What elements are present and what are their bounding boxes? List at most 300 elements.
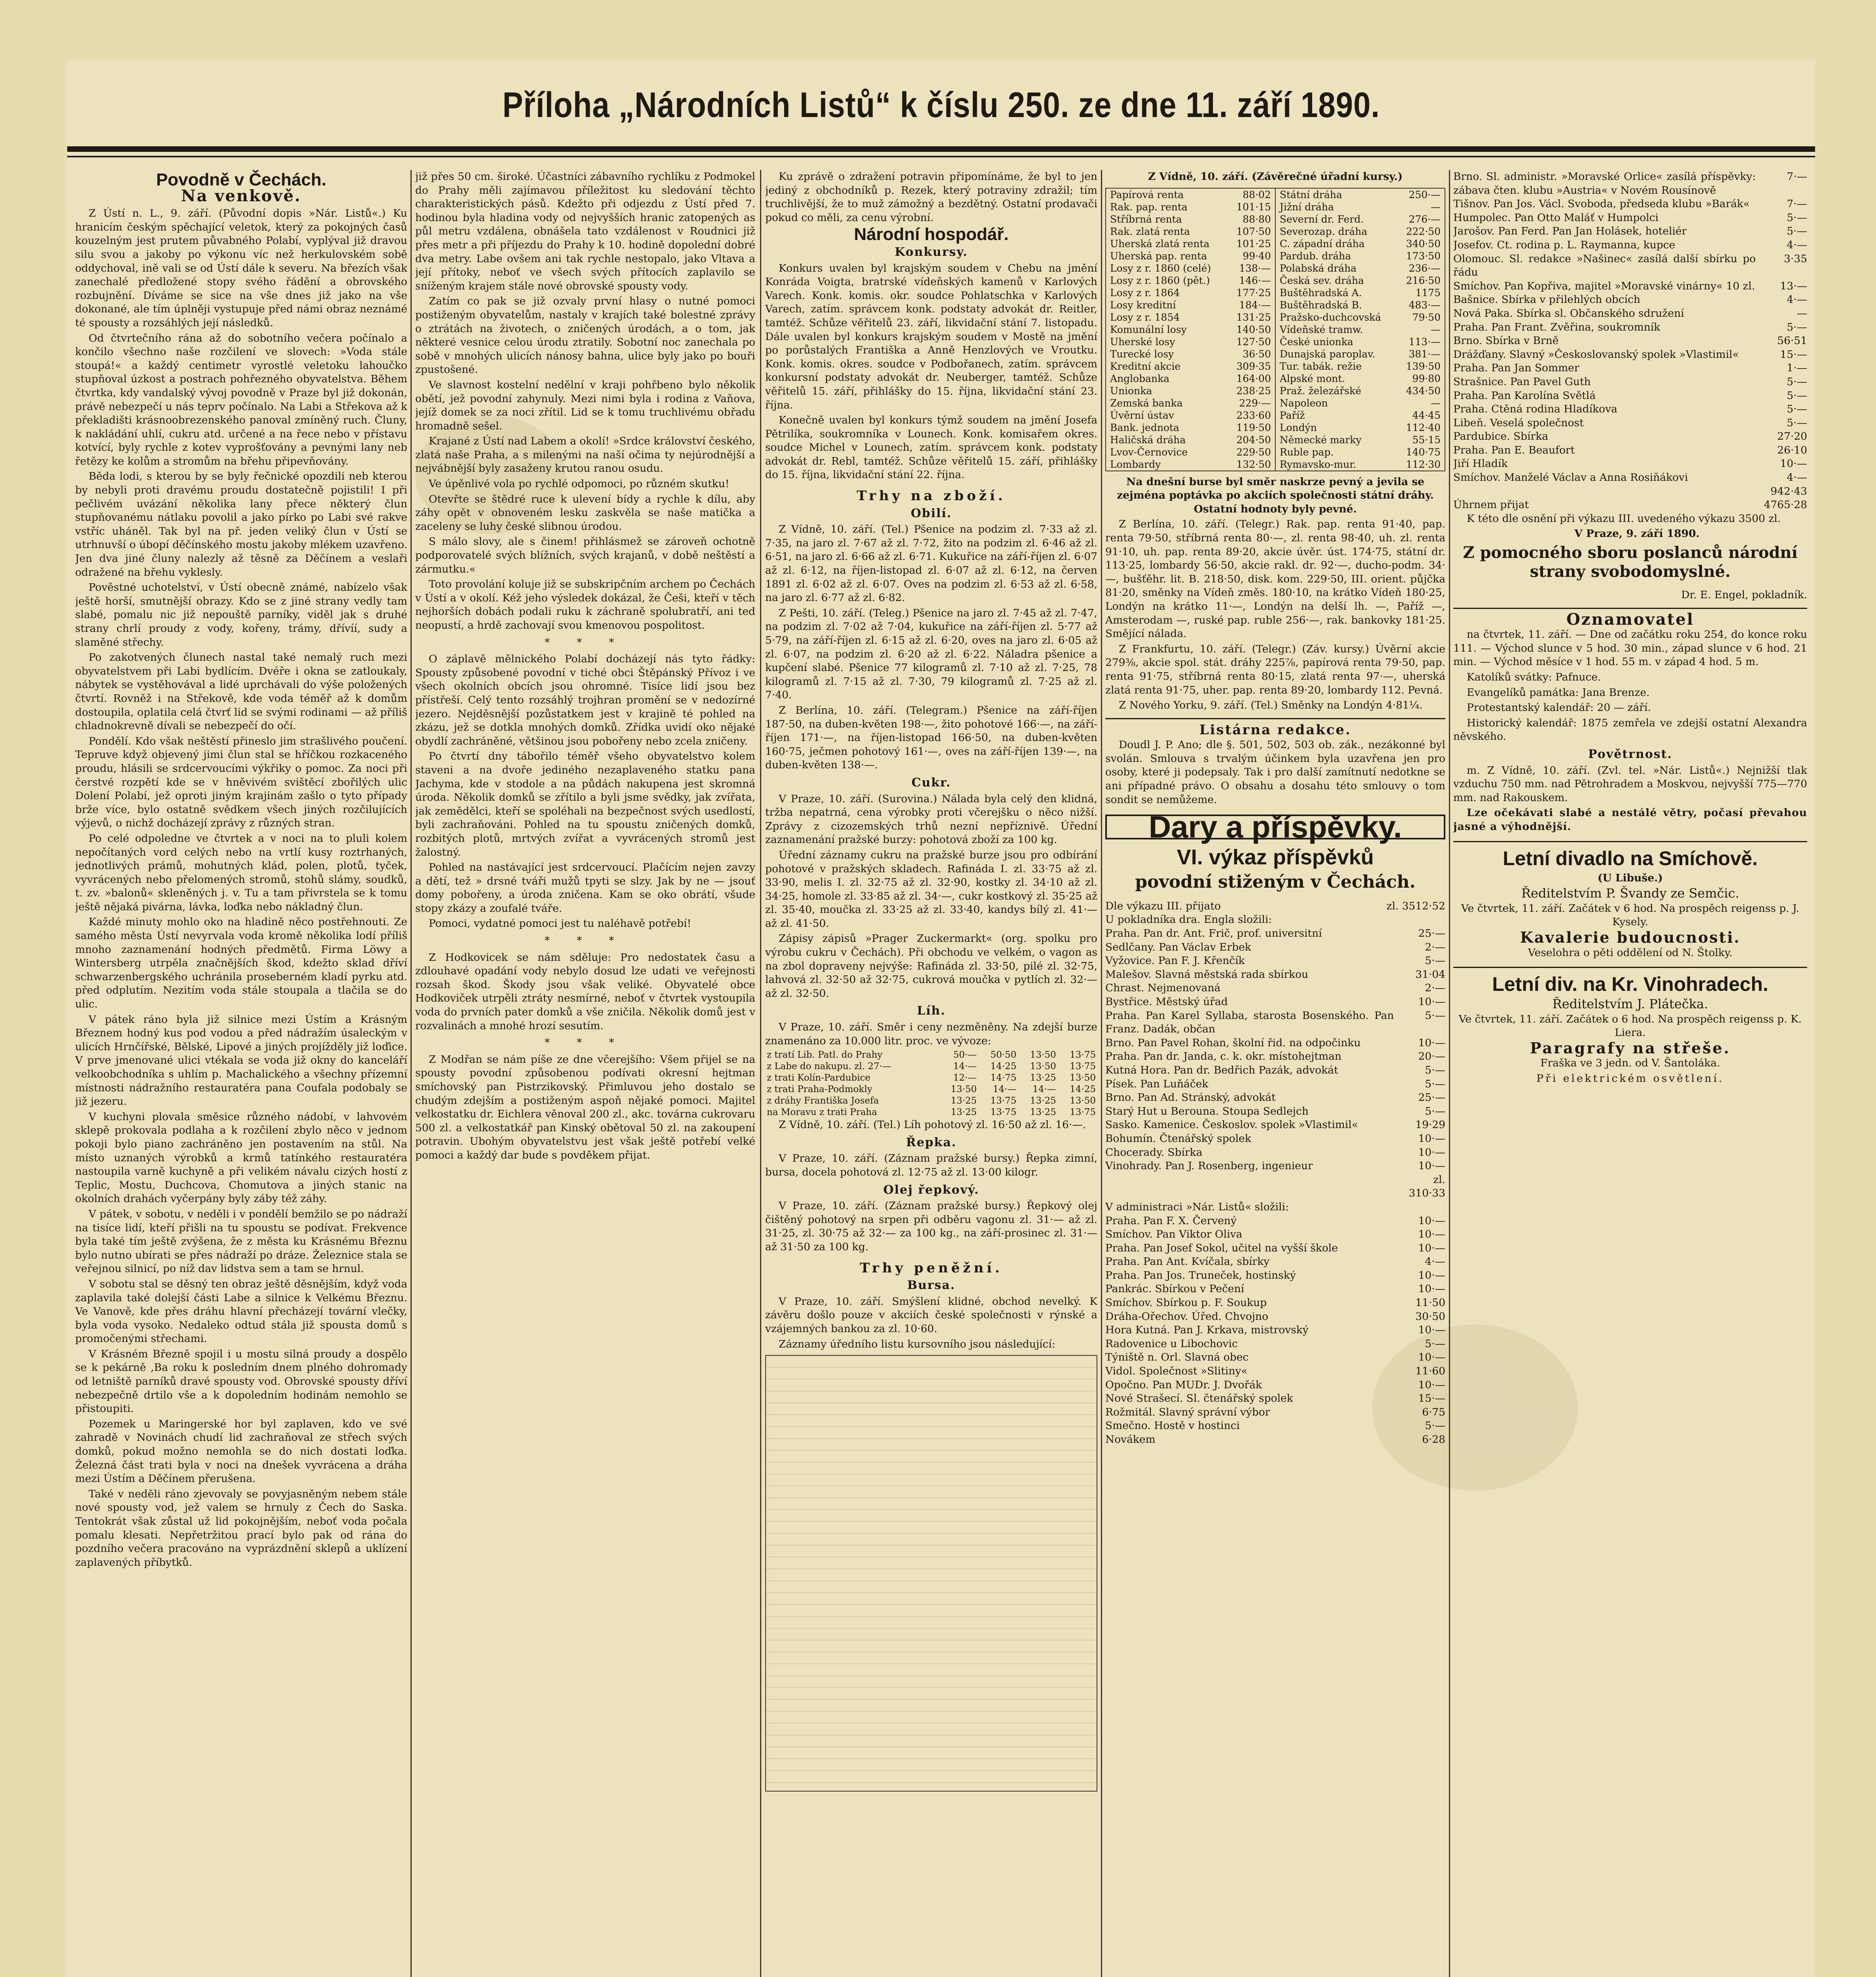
donor-name: Josefov. Ct. rodina p. L. Raymanna, kupce <box>1453 238 1676 251</box>
table-value: 434·50 <box>1406 385 1441 397</box>
donor-amount: 10·— <box>1418 1214 1445 1227</box>
donor-row <box>1105 1146 1445 1160</box>
donor-row <box>1105 1296 1445 1310</box>
donor-row <box>1105 941 1445 954</box>
article-paragraph: Po čtvrtí dny tábořilo téměř všeho obyvatelstvo kolem staveni a na dvoře jediného nezaplaveného statku pana Jachyma, kde v stodole a na půdách nakupena jest skromná úroda. Několik domků se zřítilo a byli jsme svědky, jak zvířata, jak zemědělci, kteří se spoléhali na bezpečnost svých usedlostí, byli zachraňováni. Pohled na tu spoustu zničených domků, rozbitých plotů, mrtvých zvířat a vyvrácených stromů jest žalostný. <box>415 750 755 858</box>
table-label: Buštěhradská A. <box>1280 287 1362 299</box>
donor-amount: 7·— <box>1787 170 1807 183</box>
cukr-heading: Cukr. <box>912 775 951 790</box>
donor-row <box>1105 1269 1445 1283</box>
donor-name: Praha. Pan Jos. Truneček, hostinský <box>1105 1269 1296 1281</box>
article-paragraph: Od čtvrtečního rána až do sobotního večera počínalo a končilo všechno naše rozčilení ve slovech: »Voda stále stoupá!« a každý centimetr vyrostlé veletoku lahoučko stupňoval úzkost a postrach pohřezného obyvatelstva. Během čtvrtka, kdy vandalský vývoj povodně v Praze byl již dokonán, právě nebezpečí u nás teprv počínalo. Na Labi a Střekova až k překladišti krásnoobrezenského panoval zmíněný ruch. Čluny, k nakládání uhlí, cukru atd. určené a na řece nebo v přístavu kotvící, byly rychle z kotev vyprošťovány a pevnými lany neb řetězy ke kolům a stromům na břehu připevňovány. <box>75 332 407 467</box>
table-label: Uherské losy <box>1110 336 1175 348</box>
table-value: 44·45 <box>1412 409 1441 421</box>
quote-row <box>1108 287 1273 299</box>
donor-amount: 27·20 <box>1777 430 1807 443</box>
table-label: Turecké losy <box>1110 348 1174 360</box>
table-label: Polabská dráha <box>1280 262 1357 274</box>
quote-row <box>1108 348 1273 360</box>
table-value: 1175 <box>1415 287 1441 299</box>
quote-row <box>1108 458 1273 471</box>
table-label: Vídeňské tramw. <box>1280 323 1363 335</box>
weather-paragraph: Lze očekávati slabé a nestálé větry, počasí převahou jasné a výhodnější. <box>1453 807 1807 833</box>
table-value: 112·30 <box>1406 458 1441 470</box>
table-label: z Labe do nakupu. zl. 27·— <box>767 1061 892 1072</box>
quote-row <box>1108 385 1273 397</box>
donor-row <box>1105 1351 1445 1365</box>
section-separator: * * * <box>545 1037 626 1049</box>
donor-amount: 2·— <box>1425 982 1445 994</box>
table-label: Unionka <box>1110 385 1152 397</box>
donor-amount <box>1394 1200 1445 1214</box>
total-text: K této dle osnění při výkazu III. uvedeného výkazu 3500 zl. <box>1467 512 1781 525</box>
table-value: 13·75 <box>1070 1050 1096 1060</box>
donor-amount: 5·— <box>1787 416 1807 429</box>
article-paragraph: Běda lodi, s kterou by se byly řečnické opozdili neb kterou by nebyli proti dravému proudu dostatečně pojistili! I při pečlivém uvázání několika lany přece některý člun stupňovanému nátlaku povolil a jako pírko po Labi své rakve vstříc uháněl. Tak byl na př. jeden veliký člun v Ústí se utrhnuvší o úbopí děčínského mostu jakoby mlékem uzavřeno. Jen dva jiné čluny nalezly až těsně za Děčínem a veslaři odražené na břehu vyklesly. <box>75 470 407 578</box>
lih-table <box>765 1049 1097 1118</box>
quote-row <box>1278 274 1442 287</box>
table-label: Haličská dráha <box>1110 434 1186 446</box>
donor-name: Vidol. Společnost »Slitiny« <box>1105 1365 1248 1378</box>
table-value: 88·80 <box>1242 213 1271 225</box>
donor-name: Smíchov. Pan Kopřiva, majitel »Moravské vinárny« 10 zl. <box>1453 280 1755 292</box>
column-divider <box>1101 170 1102 1977</box>
donor-name: Praha. Pan Frant. Zvěřina, soukromník <box>1453 321 1660 333</box>
table-label: Alpské mont. <box>1280 372 1345 384</box>
money-heading: Trhy peněžní. <box>860 1260 1003 1276</box>
article-paragraph: Toto provolání koluje již se subskripčním archem po Čechách v Ústí a v okolí. Kéž jeho výsledek dokázal, že Češi, kteří v těch nejhorších dobách podali ruku k záchraně spolubratří, ani teď neopustí, a hrdě zachovají svou kmenovou pospolitost. <box>415 578 755 631</box>
donor-name: Dle výkazu III. přijato <box>1105 900 1221 912</box>
table-label: Ruble pap. <box>1280 446 1334 458</box>
table-label: Londýn <box>1280 421 1317 433</box>
article-paragraph: Každé minuty mohlo oko na hladině něco postřehnouti. Ze samého města Ústí nevyrvala voda kromě několika lodí příliš mnoho zaznamenání hodných předmětů. Firma Löwy a Wintersberg utrpěla značnějších škod, kdežto sklad dříví schwarzenbergského uchránila proseberném kladí pyrku atd. před odplutím. Nezitím voda stále stoupala a tlačila se do ulic. <box>75 916 407 1011</box>
table-value: 13·25 <box>1030 1073 1056 1083</box>
market-paragraph: Úřední záznamy cukru na pražské burze jsou pro odbírání pohotové v pražských skladech. Rafináda I. zl. 33·75 až zl. 33·90, melis I. zl. 32·75 až zl. 32·90, kostky zl. 34·10 až zl. 34·25, homole zl. 33·85 až zl. 34·—, cukr kostkový zl. 35·25 až zl. 35·40, moučka zl. 33·25 až zl. 33·40, kandys bílý zl. 41·— až zl. 41·50. <box>765 849 1097 930</box>
donor-row <box>1105 927 1445 941</box>
donor-row <box>1105 1050 1445 1064</box>
masthead: Příloha „Národních Listů“ k číslu 250. ze dne 11. září 1890. <box>502 85 1380 125</box>
table-label: Kreditní akcie <box>1110 360 1181 372</box>
table-value: 88·02 <box>1242 189 1271 200</box>
market-paragraph: V Praze, 10. září. (Záznam pražské bursy.) Řepkový olej čištěný pohotový na srpen při odběru vagonu zl. 31·— až zl. 31·25, zl. 30·75 až 32·— za 100 kg., na září-prosinec zl. 31·— až 31·50 za 100 kg. <box>765 1200 1097 1253</box>
table-value: 131·25 <box>1236 311 1271 323</box>
donor-row <box>1453 334 1807 348</box>
letters-paragraph: Doudl J. P. Ano; dle §. 501, 502, 503 ob. zák., nezákonné byl svolán. Smlouva s trvalým účinkem byla uzavřena jen pro osoby, které ji podepsaly. Tak i pro další zamítnutí nedotkne se ani případné právo. O obsahu a dosahu této smlouvy o tom sondit se nemůžeme. <box>1105 739 1445 806</box>
table-value: 309·35 <box>1236 360 1271 372</box>
table-value: 14·— <box>993 1084 1017 1095</box>
donor-row <box>1453 485 1807 499</box>
table-value: 99·80 <box>1412 372 1441 384</box>
donor-name: Strašnice. Pan Pavel Guth <box>1453 375 1591 388</box>
donor-name: Chocerady. Sbírka <box>1105 1146 1203 1159</box>
quote-row <box>1108 397 1273 409</box>
donor-row <box>1105 1159 1445 1173</box>
donor-name: Smíchov. Manželé Václav a Anna Rosiňákovi <box>1453 471 1688 484</box>
konkurs-paragraph: Konečně uvalen byl konkurs týmž soudem na jmění Josefa Pětrilíka, soukromníka v Lounech. Konk. komisařem okres. soudce Michel v Lounech, zatím. správcem konk. podstaty advokát dr. Rebl, tamtéž. Schůze věřitelů 15. září, přihlášky do 15. října, likvidační stání 22. října. <box>765 414 1097 481</box>
donor-name: Olomouc. Sl. redakce »Našinec« zasílá další sbírku po řádu <box>1453 252 1756 279</box>
table-label: Státní dráha <box>1280 189 1343 200</box>
donor-amount: 25·— <box>1418 1091 1445 1104</box>
market-paragraph: Z Frankfurtu, 10. září. (Telegr.) (Záv. kursy.) Úvěrní akcie 279⅜, akcie spol. stát. dráhy 225⅞, papírová renta 79·50, pap. renta 91·75, stříbrná renta 80·15, zlatá renta 97·—, uherská zlatá renta 91·75, uher. pap. renta 89·20, lombardy 112. Pevná. <box>1105 643 1445 696</box>
table-label: Paříž <box>1280 409 1305 421</box>
donor-amount: 942·43 <box>1770 485 1807 497</box>
donor-row <box>1105 1118 1445 1132</box>
market-paragraph: V Praze, 10. září. Smýšlení klidné, obchod nevelký. K závěru došlo pouze v akciích české společnosti v rýnské a vzájemných bankou za zl. 10·60. <box>765 1295 1097 1335</box>
donor-name: Brno. Sl. administr. »Moravské Orlice« zasílá příspěvky: zábava čten. klubu »Austria« v Novém Rousínově <box>1453 170 1756 197</box>
donor-amount: 10·— <box>1418 1132 1445 1145</box>
notice-paragraph: na čtvrtek, 11. září. — Dne od začátku roku 254, do konce roku 111. — Východ slunce v 5 hod. 30 min., západ slunce v 6 hod. 21 min. — Východ měsíce v 1 hod. 55 m. v západ 4 hod. 5 m. <box>1453 628 1807 668</box>
table-value: 184·— <box>1239 299 1271 311</box>
table-label: Pardub. dráha <box>1280 250 1351 262</box>
donor-name: Starý Hut u Berouna. Stoupa Sedlejch <box>1105 1105 1309 1117</box>
donor-amount: 10·— <box>1418 1269 1445 1281</box>
column-3 <box>765 170 1097 1977</box>
quote-row <box>1108 250 1273 262</box>
donor-name: Týniště n. Orl. Slavná obec <box>1105 1351 1249 1364</box>
donor-row <box>1105 1132 1445 1146</box>
donor-name: Bašnice. Sbírka v přilehlých obcích <box>1453 293 1640 306</box>
quote-row <box>1278 409 1442 421</box>
donor-row <box>1105 1282 1445 1296</box>
table-value: 13·75 <box>1070 1107 1096 1118</box>
table-value: — <box>1431 397 1441 409</box>
market-paragraph: Z Vídně, 10. září. (Tel.) Líh pohotový zl. 16·50 až zl. 16·—. <box>779 1119 1086 1131</box>
donor-amount: 5·— <box>1787 375 1807 388</box>
table-value: 276·— <box>1409 213 1441 225</box>
donor-row <box>1453 293 1807 307</box>
article-paragraph: Po celé odpoledne ve čtvrtek a v noci na to pluli kolem nepočítaných vord celých nebo na vrtlí kusy roztrhaných, jednotlivých prámů, mohutných klád, polen, plotů, tyček, vyvrácených nebo přelomených stromů, stohů slámy, soudků, t. zv. »balonů« skleněných j. v. Tu a tam přivrstela se k tomu ještě nějaká pivárna, lávka, loďka nebo nákladný člun. <box>75 832 407 913</box>
section-separator: * * * <box>545 636 626 648</box>
article-paragraph: Z Ústí n. L., 9. září. (Původní dopis »Nár. Listů«.) Ku hranicím českým spěchající veletok, který za pokojných časů kouzelným jest prutem půvabného Polabí, vyplýval již dravou silu svou a jakoby po výkonu víc než herkulovském sobě oddychoval, ině vali se od Ústí dále k severu. Na březích však zanechalé předložené stopy svého řádění a obrovského rozbujnění. Díváme se sice na vše dnes již jako na vše dokonané, ale tím úplněji vystupuje před námi obraz neznámé té spousty a rozsáhlých její následků. <box>75 207 407 329</box>
table-label: Tur. tabák. režie <box>1280 360 1362 372</box>
donor-amount <box>1394 913 1445 927</box>
donor-name: Jiří Hladík <box>1453 457 1508 470</box>
table-label: Losy z r. 1854 <box>1110 311 1180 323</box>
table-value: 119·50 <box>1236 421 1271 433</box>
table-value: — <box>1431 201 1441 213</box>
donor-row <box>1453 416 1807 430</box>
donor-name: Nové Strašecí. Sl. čtenářský spolek <box>1105 1392 1293 1405</box>
donor-name: Praha. Pan Karel Syllaba, starosta Bosenského. Pan Franz. Dadák, občan <box>1105 1009 1394 1036</box>
donor-amount: 5·— <box>1787 211 1807 224</box>
article-paragraph: Pomoci, vydatné pomoci jest tu naléhavě potřebí! <box>429 917 691 930</box>
donor-amount: 5·— <box>1425 1064 1445 1076</box>
donor-row <box>1105 1365 1445 1378</box>
table-label: Rak. pap. renta <box>1110 201 1188 213</box>
donor-row <box>1105 1077 1445 1091</box>
theater-subtitle: (U Libuše.) <box>1598 871 1663 884</box>
table-label: Pražsko-duchcovská <box>1280 311 1381 323</box>
article-paragraph: V sobotu stal se děsný ten obraz ještě děsnějším, když voda zaplavila také dolejší části Labe a silnice k Velkému Březnu. Ve Vanově, kde přes dráhu hlavní přecházejí tovární vlečky, byla voda vysoko. Nedaleko odtud stála již spousta domů s promočenými střechami. <box>75 1278 407 1345</box>
table-value: 250·— <box>1409 189 1441 200</box>
donor-name: Smíchov. Pan Viktor Oliva <box>1105 1228 1242 1241</box>
column-divider <box>1449 170 1450 1977</box>
column-divider <box>410 170 412 1977</box>
table-value: 138·— <box>1239 262 1271 274</box>
donor-name: Radovenice u Libochovic <box>1105 1337 1238 1350</box>
market-paragraph: V Praze, 10. září. (Záznam pražské bursy.) Řepka zimní, bursa, docela pohotová zl. 12·75 až zl. 13·00 kilogr. <box>765 1152 1097 1178</box>
table-value: 146·— <box>1239 274 1271 286</box>
donor-amount: 5·— <box>1787 389 1807 402</box>
donor-row <box>1453 197 1807 211</box>
donor-row <box>1105 1323 1445 1337</box>
theater-play: Paragrafy na střeše. <box>1530 1039 1731 1057</box>
donor-amount: 5·— <box>1425 1105 1445 1117</box>
donor-name: Vinohrady. Pan J. Rosenberg, ingenieur <box>1105 1160 1313 1172</box>
table-value: 381·— <box>1409 348 1441 360</box>
donor-row <box>1453 211 1807 225</box>
table-label: Komunální losy <box>1110 323 1187 335</box>
donor-row <box>1105 1310 1445 1324</box>
donor-amount: 10·— <box>1418 1146 1445 1159</box>
table-value: 14·25 <box>990 1061 1017 1072</box>
article-paragraph: Pověstné uchotelství, v Ústí obecně známé, nabízelo však ještě horší, smutnější obrazy. Kdo se z jiné strany vedly tam slabé, pomalu nic již nepouště parníky, viděl jak s druhé strany chrlí proudy z vody, kořeny, trámy, dřívíí, sudy a slaměné střechy. <box>75 581 407 648</box>
table-value: 222·50 <box>1406 225 1441 237</box>
table-value: 238·25 <box>1236 385 1271 397</box>
article-paragraph: S málo slovy, ale s činem! přihlásmež se zároveň ochotně podporovatelé svých blížních, svých krajanů, v době neštěstí a zármutku.« <box>415 535 755 575</box>
lih-heading: Líh. <box>917 1004 946 1018</box>
table-value: 13·50 <box>1030 1050 1056 1060</box>
table-label: Dunajská paroplav. <box>1280 348 1375 360</box>
donor-amount: 20·— <box>1418 1050 1445 1063</box>
table-label: na Moravu z trati Praha <box>767 1107 877 1118</box>
table-value: 13·75 <box>1070 1061 1096 1072</box>
article-paragraph: Krajané z Ústí nad Labem a okolí! »Srdce království českého, zlatá naše Praha, a s milenými na naší očima ty nejúrodnější a nejvábnější byly zasaženy krutou ranou osudu. <box>415 435 755 475</box>
donor-row <box>1105 995 1445 1009</box>
donor-row <box>1105 1105 1445 1119</box>
article-paragraph: Zatím co pak se již ozvaly první hlasy o nutné pomoci postiženým obyvatelům, nastaly v krajích také bolestné zprávy o ztrátách na životech, o zničených úrodách, a o tom, jak některé vesnice celou úrodu ztratily. Sobotní noc zanechala po sobě v mnohých ulicích nánosy bahna, ulice byly jako po bouři zpustošené. <box>415 295 755 376</box>
repka-heading: Řepka. <box>906 1135 957 1149</box>
donor-name: Novákem <box>1105 1433 1155 1446</box>
quote-row <box>1108 372 1273 385</box>
donor-amount: 5·— <box>1425 954 1445 967</box>
quote-row <box>1108 299 1273 311</box>
signature: Dr. E. Engel, pokladník. <box>1681 589 1807 601</box>
donor-row <box>1453 403 1807 416</box>
table-value: 340·50 <box>1406 238 1441 249</box>
donor-row <box>1105 1255 1445 1269</box>
table-value: 216·50 <box>1406 274 1441 286</box>
quote-row <box>1108 189 1273 201</box>
donor-name: Praha. Pan F. X. Červený <box>1105 1214 1237 1227</box>
donor-row <box>1453 225 1807 238</box>
donor-row <box>1105 1406 1445 1419</box>
donor-row <box>1105 1009 1445 1036</box>
article-paragraph: Ku zprávě o zdražení potravin připomínáme, že byl to jen jediný z obchodníků p. Rezek, který potraviny zdražil; tím truchlivější, že to muž zámožný a bezdětný. Ostatní prodavači pokud co měli, za cenu výrobní. <box>765 170 1097 224</box>
theater-text: Ve čtvrtek, 11. září. Začátek v 6 hod. Na prospěch reigenss p. J. Kysely. <box>1461 902 1800 928</box>
table-value: 13·50 <box>951 1084 977 1095</box>
masthead-rule-thin <box>67 156 1815 157</box>
obili-heading: Obilí. <box>911 506 952 520</box>
donor-row <box>1453 389 1807 403</box>
donor-name: Humpolec. Pan Otto Maláť v Humpolci <box>1453 211 1659 224</box>
donor-name: Praha. Pan Ant. Kvíčala, sbírky <box>1105 1255 1270 1268</box>
donor-name: Bohumín. Čtenářský spolek <box>1105 1132 1252 1145</box>
article-paragraph: Pondělí. Kdo však neštěstí přineslo jim strašlivého poučení. Tepruve když objevený jimi člun stal se hříčkou rozkaceného proudu, hlásili se srdcervoucími výkřiky o pomoc. Za noci při čerstvé rozpětí kde se v hněvivém svištěcí zbořilých ulic Dolení Polabí, jež oproti jiným krajinám zašlo o tyto případy brže více, bylo ostatně svědkem všech jiných rozčilujících výjevů, o nichž docházejí zprávy z různých stran. <box>75 735 407 830</box>
theater-play-subtitle: Fraška ve 3 jedn. od V. Šantoláka. <box>1540 1057 1720 1070</box>
table-value: 140·50 <box>1236 323 1271 335</box>
table-label: Rak. zlatá renta <box>1110 225 1190 237</box>
donor-row <box>1105 1433 1445 1447</box>
quote-row <box>1278 434 1442 446</box>
donor-row <box>1453 498 1807 512</box>
weather-heading: Povětrnost. <box>1588 747 1672 761</box>
donor-name: V administraci »Nár. Listů« složili: <box>1105 1200 1289 1213</box>
table-value: 177·25 <box>1236 287 1271 299</box>
donor-name: Jarošov. Pan Ferd. Pan Jan Holásek, hoteliér <box>1453 225 1687 238</box>
quote-row <box>1108 201 1273 213</box>
donor-name: Tišnov. Pan Jos. Václ. Svoboda, předseda klubu »Barák« <box>1453 198 1750 210</box>
donor-row <box>1105 1392 1445 1406</box>
vienna-table <box>1105 188 1445 471</box>
table-label: Praž. železářské <box>1280 385 1362 397</box>
table-label: Losy z r. 1860 (celé) <box>1110 262 1211 274</box>
table-value: 112·40 <box>1406 421 1441 433</box>
table-value: 233·60 <box>1236 409 1271 421</box>
table-value: 101·25 <box>1236 238 1271 249</box>
donor-amount: 10·— <box>1418 1228 1445 1241</box>
donor-amount: 1·— <box>1787 362 1807 374</box>
table-label: z tratí Lib. Patl. do Prahy <box>767 1050 883 1060</box>
table-value: 14·75 <box>990 1073 1017 1083</box>
market-paragraph: V Praze, 10. září. Směr i ceny nezměněny. Na zdejší burze znamenáno za 10.000 litr. proc. ve vývoze: <box>765 1021 1097 1047</box>
table-label: Papírová renta <box>1110 189 1184 200</box>
market-paragraph: Z Vídně, 10. září. (Tel.) Pšenice na podzim zl. 7·33 až zl. 7·35, na jaro zl. 7·67 až zl. 7·72, žito na podzim zl. 6·46 až zl. 6·51, na jaro zl. 6·66 až zl. 6·71. Kukuřice na září-říjen zl. 6·07 až zl. 6·12, na říjen-listopad zl. 6·07 až zl. 6·12, na červen 1891 zl. 6·02 až zl. 6·07. Oves na podzim zl. 6·53 až zl. 6·58, na jaro zl. 6·77 až zl. 6·82. <box>765 523 1097 604</box>
donor-amount: 31·04 <box>1415 968 1445 981</box>
donor-name: Praha. Pan Karolína Světlá <box>1453 389 1596 402</box>
donor-amount: 4·— <box>1787 238 1807 251</box>
table-value: 14·— <box>1033 1084 1056 1095</box>
table-value: 229·50 <box>1236 446 1271 458</box>
donor-amount: 10·— <box>1418 1351 1445 1364</box>
theater-play-subtitle: Veselohra o pěti oddělení od N. Štolky. <box>1528 946 1733 959</box>
donor-amount: 10·— <box>1418 1242 1445 1254</box>
donor-name: Pankrác. Sbírkou v Pečení <box>1105 1283 1244 1295</box>
donor-amount: 5·— <box>1425 1337 1445 1350</box>
market-paragraph: Z Pešti, 10. září. (Teleg.) Pšenice na jaro zl. 7·45 až zl. 7·47, na podzim zl. 7·02 až 7·04, kukuřice na září-říjen zl. 5·77 až 5·79, na září-říjen zl. 6·15 až zl. 6·20, oves na jaro zl. 6·05 až zl. 6·07, na podzim zl. 6·20 až zl. 6·22. Náladra pšenice a kupčení slabé. Pšenice 77 kilogramů zl. 7·10 až zl. 7·25, 78 kilogramů zl. 7·15 až zl. 7·30, 79 kilogramů zl. 7·25 až zl. 7·40. <box>765 607 1097 701</box>
donor-row <box>1453 430 1807 444</box>
table-label: Lvov-Černovice <box>1110 446 1188 458</box>
section-separator: * * * <box>545 935 626 947</box>
donor-name: Dráha-Ořechov. Úřed. Chvojno <box>1105 1310 1269 1323</box>
lih-row <box>765 1061 1097 1072</box>
lih-row <box>765 1107 1097 1118</box>
article-paragraph: Z Modřan se nám píše ze dne včerejšího: Všem přijel se na spousty povodní způsobenou podívati okresní hejtman smíchovský pan Pistrzikovský. Přimluvou jeho dostalo se chudým zdejším a postiženým aspoň nějaké pomoci. Majitel velkostatku dr. Eichlera věnoval 200 zl., akc. továrna cukrovaru 500 zl. a velkostatkář pan Kinský obětoval 50 zl. na zakoupení potravin. Ubohým obyvatelstvu jest však ještě potřebí velké pomoci a každý dar bude s povděkem přijat. <box>415 1053 755 1161</box>
donor-name: Praha. Pan E. Beaufort <box>1453 444 1575 456</box>
donor-row <box>1105 1214 1445 1228</box>
vykaz-subtitle: povodní stiženým v Čechách. <box>1135 871 1416 892</box>
donor-name: Sasko. Kamenice. Českoslov. spolek »Vlastimil« <box>1105 1119 1358 1131</box>
donor-amount: 4·— <box>1787 471 1807 484</box>
donor-row <box>1105 1200 1445 1214</box>
donor-amount: 3·35 <box>1783 252 1807 265</box>
column-1 <box>75 170 407 1977</box>
economy-heading: Národní hospodář. <box>854 225 1009 244</box>
notice-paragraph: Historický kalendář: 1875 zemřela ve zdejší ostatní Alexandra něvského. <box>1453 716 1807 743</box>
article-paragraph: V pátek ráno byla již silnice mezi Ústím a Krásným Březnem hodný kus pod vodou a před nádražím úsaleckým v ulicích Hrnčířské, Bělské, Lipové a jiných projížděly již loďice. V prve jmenované ulici vtékala se voda již okny do kanceláří velkoobchodníka s uhlím p. Machalického a všechny přízemní místnosti nádražního restauratéra pana Coufala podobaly se již jezeru. <box>75 1013 407 1108</box>
column-divider <box>760 170 761 1977</box>
donor-name: Bystřice. Městský úřad <box>1105 996 1228 1008</box>
article-paragraph: Otevřte se štědré ruce k ulevení bídy a rychle k dílu, aby záhy opět v obnoveném lesku zaskvěla se naše matička a zaceleny se luhy české slibnou úrodou. <box>415 493 755 533</box>
donor-amount: 11·60 <box>1415 1365 1445 1378</box>
donor-amount: 10·— <box>1418 1160 1445 1172</box>
donor-row <box>1105 1419 1445 1433</box>
theater-director: Ředitelstvím P. Švandy ze Semčic. <box>1521 886 1740 901</box>
donor-name: Opočno. Pan MUDr. J. Dvořák <box>1105 1378 1262 1391</box>
quote-row <box>1278 189 1442 201</box>
table-value: 139·50 <box>1406 360 1441 372</box>
donor-amount: 10·— <box>1418 1324 1445 1336</box>
section-subheading: Na venkově. <box>181 186 302 205</box>
donor-name: Smíchov. Sbírkou p. F. Soukup <box>1105 1297 1267 1309</box>
dary-title: Dary a příspěvky. <box>1105 815 1445 839</box>
table-value: 13·75 <box>990 1096 1017 1106</box>
donor-name: Praha. Pan dr. Janda, c. k. okr. místohejtman <box>1105 1050 1342 1063</box>
table-value: 14·25 <box>1070 1084 1096 1095</box>
notices-heading: Oznamovatel <box>1453 608 1807 627</box>
quote-row <box>1108 274 1273 287</box>
donor-amount: 10·— <box>1418 1036 1445 1049</box>
quote-row <box>1278 250 1442 262</box>
donor-amount: 25·— <box>1418 927 1445 940</box>
donor-name: Smečno. Hostě v hostinci <box>1105 1419 1240 1432</box>
donor-row <box>1453 252 1807 280</box>
table-value: 173·50 <box>1406 250 1441 262</box>
donor-amount: zl. 3512·52 <box>1386 900 1445 912</box>
table-value: 101·15 <box>1236 201 1271 213</box>
bursa-table <box>765 1355 1097 1792</box>
table-label: Stříbrná renta <box>1110 213 1182 225</box>
donor-name: Brno. Pan Ad. Stránský, advokát <box>1105 1091 1276 1104</box>
quote-row <box>1108 446 1273 458</box>
table-label: Německé marky <box>1280 434 1362 446</box>
donor-amount: 15·— <box>1780 348 1807 361</box>
donor-row <box>1453 361 1807 375</box>
committee-title: Z pomocného sboru poslanců národní strany svobodomyslné. <box>1463 543 1798 581</box>
market-paragraph: V Praze, 10. září. (Surovina.) Nálada byla celý den klidná, tržba nepatrná, cena výrobky proti včerejšku o něco nižší. Zprávy z cizozemských trhů nezní nepříznivě. Úřední zaznamenání pražské burzy: pohotová zboží za 100 kg. <box>765 792 1097 846</box>
article-paragraph: Ve úpěnlivé vola po rychlé odpomoci, po různém skutku! <box>429 478 730 490</box>
donor-amount: 30·50 <box>1415 1310 1445 1323</box>
table-value: 483·— <box>1409 299 1441 311</box>
table-value: 50·— <box>953 1050 977 1060</box>
quote-row <box>1278 238 1442 250</box>
quote-row <box>1108 213 1273 225</box>
donor-name: Sedlčany. Pan Václav Erbek <box>1105 941 1251 953</box>
donor-name: Malešov. Slavná městská rada sbírkou <box>1105 968 1309 981</box>
markets-heading: Trhy na zboží. <box>857 488 1006 504</box>
lih-row <box>765 1072 1097 1084</box>
donor-amount: 5·— <box>1787 225 1807 238</box>
quote-row <box>1278 213 1442 225</box>
market-paragraph: Z Nového Yorku, 9. září. (Tel.) Směnky na Londýn 4·81¼. <box>1119 699 1423 712</box>
theater-play: Kavalerie budoucnosti. <box>1520 928 1741 946</box>
donor-row <box>1105 954 1445 968</box>
table-value: 14·— <box>953 1061 977 1072</box>
table-label: Uherská zlatá renta <box>1110 238 1210 249</box>
article-paragraph: V pátek, v sobotu, v neděli i v pondělí bemžilo se po nádraží na tisíce lidí, kteří přišli na tu spoustu se podívat. Frekvence byla také tím ještě zvýšena, že z města ku Krásnému Březnu bylo nutno ubírati se přes nádraží po dráze. Železnice stala se veřejnou silnicí, po níž dav lidstva sem a tam se hrnul. <box>75 1208 407 1275</box>
theater-play-subtitle: Při elektrickém osvětlení. <box>1536 1072 1724 1085</box>
table-label: Lombardy <box>1110 458 1161 470</box>
donor-amount: 7·— <box>1787 198 1807 210</box>
quote-row <box>1108 409 1273 421</box>
quote-row <box>1108 262 1273 274</box>
newspaper-page <box>67 59 1815 1977</box>
quote-row <box>1108 336 1273 348</box>
notice-paragraph: Evangelíků památka: Jana Brenze. <box>1467 686 1650 699</box>
donor-name: Vyžovice. Pan F. J. Křenčík <box>1105 954 1245 967</box>
donor-row <box>1105 981 1445 995</box>
market-paragraph: Záznamy úředního listu kursovního jsou následující: <box>779 1338 1055 1350</box>
